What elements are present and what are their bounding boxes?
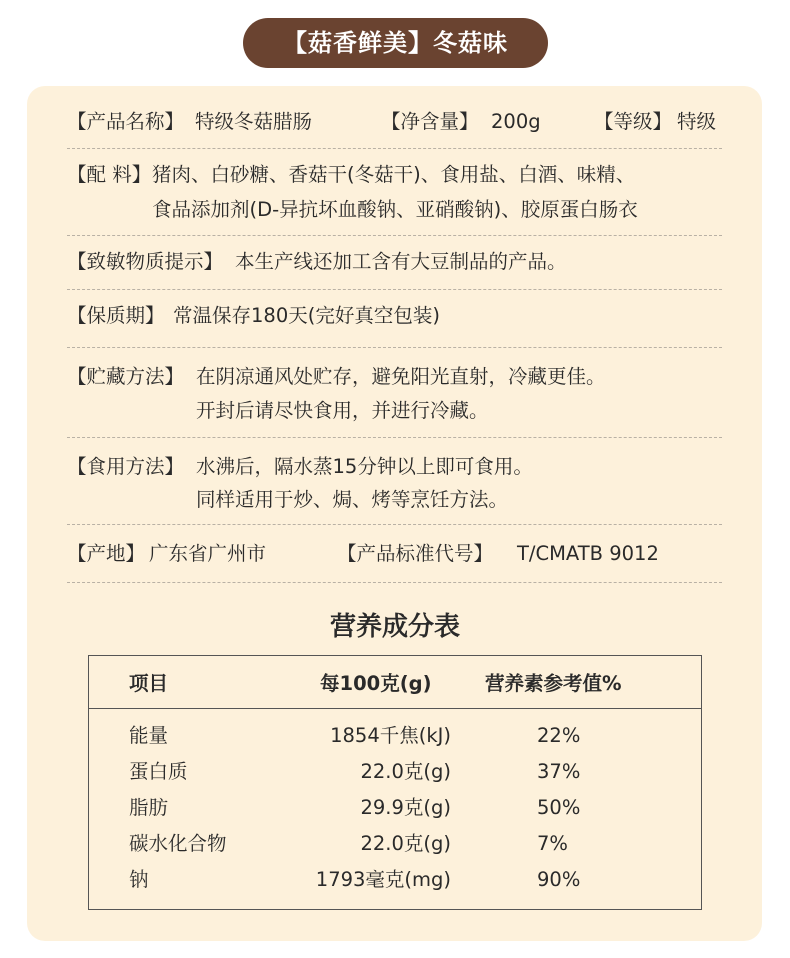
storage-label: 【贮藏方法】 [67, 365, 185, 388]
header-divider [89, 708, 701, 709]
divider [67, 235, 722, 236]
usage-label: 【食用方法】 [67, 455, 185, 478]
column-header-nrv: 营养素参考值% [485, 672, 622, 695]
grade-value: 特级 [677, 110, 717, 133]
standard-code-value: T/CMATB 9012 [517, 542, 659, 565]
nutrient-name: 钠 [129, 868, 149, 891]
standard-code-label: 【产品标准代号】 [337, 542, 494, 565]
nutrient-name: 脂肪 [129, 796, 169, 819]
table-row [89, 865, 701, 901]
column-header-item: 项目 [129, 672, 169, 695]
ingredients-line-1: 猪肉、白砂糖、香菇干(冬菇干)、食用盐、白酒、味精、 [152, 163, 636, 186]
divider [67, 347, 722, 348]
usage-line-2: 同样适用于炒、焗、烤等烹饪方法。 [196, 488, 509, 511]
nutrient-name: 碳水化合物 [129, 832, 227, 855]
nutrient-amount: 29.9克(g) [360, 796, 451, 819]
divider [67, 289, 722, 290]
storage-line-1: 在阴凉通风处贮存，避免阳光直射，冷藏更佳。 [196, 365, 606, 388]
usage-line-1: 水沸后，隔水蒸15分钟以上即可食用。 [196, 455, 533, 478]
nutrient-nrv: 22% [537, 724, 581, 747]
product-name-value: 特级冬菇腊肠 [195, 110, 313, 133]
nutrient-nrv: 37% [537, 760, 581, 783]
ingredients-label: 【配 料】 [67, 163, 152, 186]
nutrient-amount: 1793毫克(mg) [315, 868, 451, 891]
nutrient-nrv: 7% [537, 832, 568, 855]
ingredients-line-2: 食品添加剂(D-异抗坏血酸钠、亚硝酸钠)、胶原蛋白肠衣 [152, 198, 638, 221]
allergen-label: 【致敏物质提示】 [67, 250, 224, 273]
table-row [89, 829, 701, 865]
nutrient-nrv: 90% [537, 868, 581, 891]
shelf-life-label: 【保质期】 [67, 304, 165, 327]
net-content-value: 200g [491, 110, 541, 133]
column-header-per-100g: 每100克(g) [320, 672, 432, 695]
divider [67, 437, 722, 438]
shelf-life-value: 常温保存180天(完好真空包装) [173, 304, 440, 327]
storage-line-2: 开封后请尽快食用，并进行冷藏。 [196, 399, 489, 422]
nutrient-nrv: 50% [537, 796, 581, 819]
nutrient-name: 蛋白质 [129, 760, 188, 783]
table-row [89, 757, 701, 793]
origin-value: 广东省广州市 [149, 542, 267, 565]
divider [67, 148, 722, 149]
origin-label: 【产地】 [67, 542, 146, 565]
net-content-label: 【净含量】 [381, 110, 479, 133]
nutrient-amount: 22.0克(g) [360, 760, 451, 783]
nutrition-table-title: 营养成分表 [329, 612, 460, 642]
nutrient-amount: 1854千焦(kJ) [330, 724, 451, 747]
table-row [89, 721, 701, 757]
allergen-value: 本生产线还加工含有大豆制品的产品。 [235, 250, 567, 273]
table-row [89, 793, 701, 829]
product-name-label: 【产品名称】 [67, 110, 185, 133]
grade-label: 【等级】 [594, 110, 673, 133]
nutrient-name: 能量 [129, 724, 169, 747]
divider [67, 582, 722, 583]
product-flavor-banner: 【菇香鲜美】冬菇味 [243, 18, 548, 68]
nutrition-table [88, 655, 702, 910]
nutrient-amount: 22.0克(g) [360, 832, 451, 855]
divider [67, 524, 722, 525]
